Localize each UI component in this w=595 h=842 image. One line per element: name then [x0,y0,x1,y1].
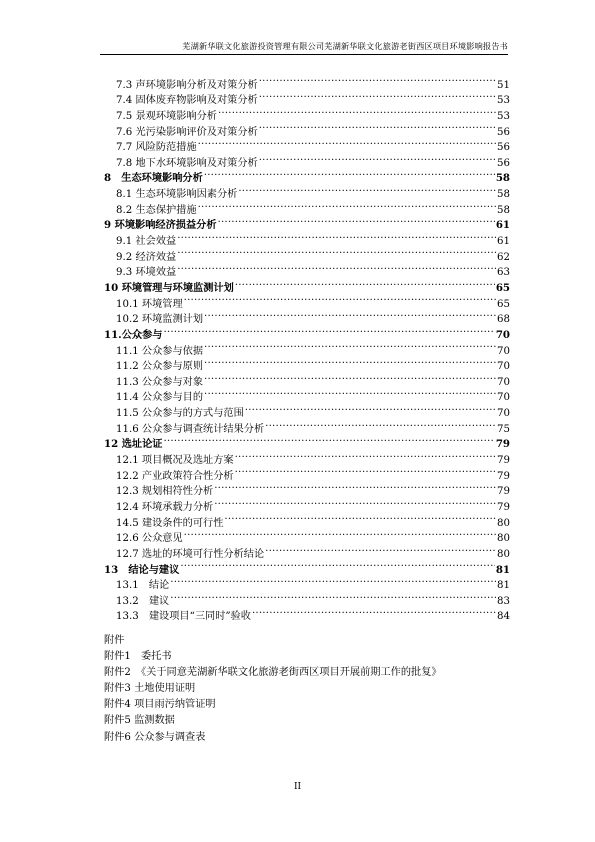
attachment-item: 附件2 《关于同意芜湖新华联文化旅游老街西区项目开展前期工作的批复》 [104,667,442,679]
toc-leader-dots [214,479,496,495]
toc-entry-page: 79 [497,486,510,498]
toc-leader-dots [218,213,495,229]
toc-leader-dots [177,244,496,260]
toc-entry-page: 70 [497,408,510,420]
toc-entry-title: 12.4 环境承载力分析 [116,501,214,513]
toc-entry[interactable] [104,197,510,216]
toc-entry[interactable] [104,260,510,279]
toc-entry-page: 61 [495,219,510,232]
table-of-contents [104,72,510,623]
toc-leader-dots [265,541,496,557]
toc-entry[interactable] [104,479,510,498]
toc-entry[interactable] [104,400,510,420]
toc-entry[interactable] [104,103,510,122]
toc-leader-dots [218,103,496,119]
attachment-item: 附件6 公众参与调查表 [104,731,206,743]
toc-leader-dots [224,510,496,526]
toc-leader-dots [265,416,496,432]
toc-entry[interactable] [104,573,510,592]
toc-entry-page: 80 [497,548,510,560]
toc-entry-title: 12.1 项目概况及选址方案 [116,455,234,467]
toc-entry-page: 70 [497,361,510,373]
attachment-item: 附件4 项目雨污纳管证明 [104,699,216,711]
toc-leader-dots [177,228,496,244]
toc-entry-page: 80 [497,533,510,545]
toc-entry-title: 7.4 固体废弃物影响及对策分析 [116,95,258,107]
toc-entry-page: 56 [497,126,510,138]
toc-entry-page: 58 [497,189,510,201]
toc-entry-page: 79 [497,501,510,513]
toc-entry[interactable] [104,604,510,623]
toc-entry[interactable] [104,338,510,357]
toc-entry[interactable] [104,307,510,326]
toc-entry-title: 13.1 结论 [116,580,170,592]
toc-entry-title: 9.2 经济效益 [116,251,177,263]
toc-entry[interactable] [104,228,510,248]
toc-entry-page: 51 [497,79,510,91]
toc-entry-page: 80 [497,517,510,529]
toc-entry[interactable] [104,510,510,529]
toc-leader-dots [204,166,495,182]
toc-entry-title: 11.3 公众参与对象 [116,376,204,388]
running-header: 芜湖新华联文化旅游投资管理有限公司芜湖新华联文化旅游老街西区项目环境影响报告书 [100,40,508,55]
toc-entry-title: 9.1 社会效益 [116,236,177,248]
toc-entry-page: 53 [497,110,510,122]
toc-entry-page: 68 [497,314,510,326]
toc-entry[interactable] [104,181,510,201]
attachment-item: 附件1 委托书 [104,651,172,663]
attachment-list [104,633,524,746]
toc-entry-page: 83 [497,595,510,607]
toc-leader-dots [259,88,496,104]
toc-entry-page: 70 [497,392,510,404]
toc-leader-dots [235,447,496,463]
toc-leader-dots [204,369,496,385]
toc-leader-dots [198,197,496,213]
toc-entry-title: 11.4 公众参与目的 [116,392,204,404]
toc-entry-page: 81 [495,563,510,576]
toc-entry[interactable] [104,322,510,341]
toc-entry[interactable] [104,275,510,294]
toc-leader-dots [245,400,496,416]
toc-entry-title: 13.3 建设项目“三同时”验收 [116,611,251,623]
toc-entry-page: 79 [495,438,510,451]
toc-entry-title: 10.1 环境管理 [116,298,183,310]
toc-entry-page: 53 [497,95,510,107]
toc-entry-title: 12.3 规划相符性分析 [116,486,214,498]
toc-entry-title: 13.2 建议 [116,595,170,607]
toc-leader-dots [170,588,496,604]
attachment-item: 附件3 土地使用证明 [104,683,196,695]
toc-entry-title: 8.1 生态环境影响因素分析 [116,189,238,201]
toc-entry[interactable] [104,526,510,545]
toc-entry-title: 7.5 景观环境影响分析 [116,110,217,122]
toc-entry-page: 84 [497,611,510,623]
toc-entry-title: 12.7 选址的环境可行性分析结论 [116,548,265,560]
toc-leader-dots [180,557,495,573]
toc-entry[interactable] [104,213,510,232]
toc-entry-page: 70 [495,328,510,341]
toc-entry[interactable] [104,463,510,482]
toc-leader-dots [235,275,495,291]
toc-leader-dots [177,260,496,276]
attachment-item: 附件5 监测数据 [104,715,175,727]
toc-entry-title: 8.2 生态保护措施 [116,204,197,216]
toc-entry-page: 70 [497,376,510,388]
toc-entry-page: 65 [497,298,510,310]
toc-leader-dots [214,494,496,510]
toc-entry-page: 79 [497,470,510,482]
toc-entry[interactable] [104,244,510,263]
toc-entry[interactable] [104,432,510,451]
toc-entry-title: 9 环境影响经济损益分析 [104,219,217,232]
toc-entry-title: 7.7 风险防范措施 [116,142,197,154]
toc-entry-title: 7.3 声环境影响分析及对策分析 [116,79,258,91]
toc-leader-dots [238,181,496,197]
toc-leader-dots [204,354,496,370]
toc-entry-page: 61 [497,236,510,248]
toc-entry[interactable] [104,88,510,107]
toc-leader-dots [163,432,494,448]
toc-entry-title: 14.5 建设条件的可行性 [116,517,224,529]
toc-leader-dots [259,119,496,135]
toc-entry[interactable] [104,385,510,404]
toc-entry[interactable] [104,166,510,185]
toc-leader-dots [184,291,496,307]
toc-entry-title: 11.公众参与 [104,328,163,341]
toc-entry-title: 7.8 地下水环境影响及对策分析 [116,157,258,169]
toc-entry-page: 79 [497,455,510,467]
toc-entry[interactable] [104,119,510,138]
toc-entry[interactable] [104,557,510,576]
toc-leader-dots [204,338,496,354]
toc-leader-dots [204,385,496,401]
toc-entry-title: 8 生态环境影响分析 [104,172,203,185]
toc-entry-title: 11.5 公众参与的方式与范围 [116,408,244,420]
toc-entry-title: 11.2 公众参与原则 [116,361,204,373]
attachments-heading: 附件 [104,635,125,646]
toc-entry-title: 11.1 公众参与依据 [116,345,204,357]
toc-entry[interactable] [104,447,510,467]
toc-entry-page: 58 [497,204,510,216]
toc-entry-title: 10 环境管理与环境监测计划 [104,281,234,294]
toc-leader-dots [259,72,496,88]
toc-entry[interactable] [104,369,510,388]
toc-entry[interactable] [104,541,510,560]
toc-entry-title: 7.6 光污染影响评价及对策分析 [116,126,258,138]
toc-entry-page: 56 [497,157,510,169]
toc-entry-title: 10.2 环境监测计划 [116,314,204,326]
toc-leader-dots [163,322,494,338]
toc-leader-dots [170,573,496,589]
toc-entry[interactable] [104,494,510,513]
toc-entry[interactable] [104,72,510,91]
toc-entry-page: 58 [495,172,510,185]
toc-entry-page: 62 [497,251,510,263]
toc-entry-title: 11.6 公众参与调查统计结果分析 [116,423,265,435]
toc-entry-title: 12 选址论证 [104,438,163,451]
toc-entry-title: 13 结论与建议 [104,563,180,576]
toc-entry[interactable] [104,135,510,154]
page-number: II [293,782,302,792]
toc-leader-dots [184,526,496,542]
toc-entry-page: 81 [497,580,510,592]
toc-entry-page: 75 [497,423,510,435]
toc-entry[interactable] [104,150,510,169]
toc-leader-dots [235,463,496,479]
toc-leader-dots [198,135,496,151]
toc-entry-page: 65 [495,281,510,294]
toc-entry-title: 12.6 公众意见 [116,533,183,545]
toc-entry[interactable] [104,354,510,373]
toc-entry[interactable] [104,416,510,435]
toc-entry[interactable] [104,291,510,310]
toc-leader-dots [252,604,496,620]
toc-entry-title: 12.2 产业政策符合性分析 [116,470,234,482]
toc-entry-page: 56 [497,142,510,154]
toc-entry-title: 9.3 环境效益 [116,267,177,279]
toc-leader-dots [204,307,496,323]
toc-entry-page: 63 [497,267,510,279]
toc-entry-page: 70 [497,345,510,357]
toc-entry[interactable] [104,588,510,607]
toc-leader-dots [259,150,496,166]
